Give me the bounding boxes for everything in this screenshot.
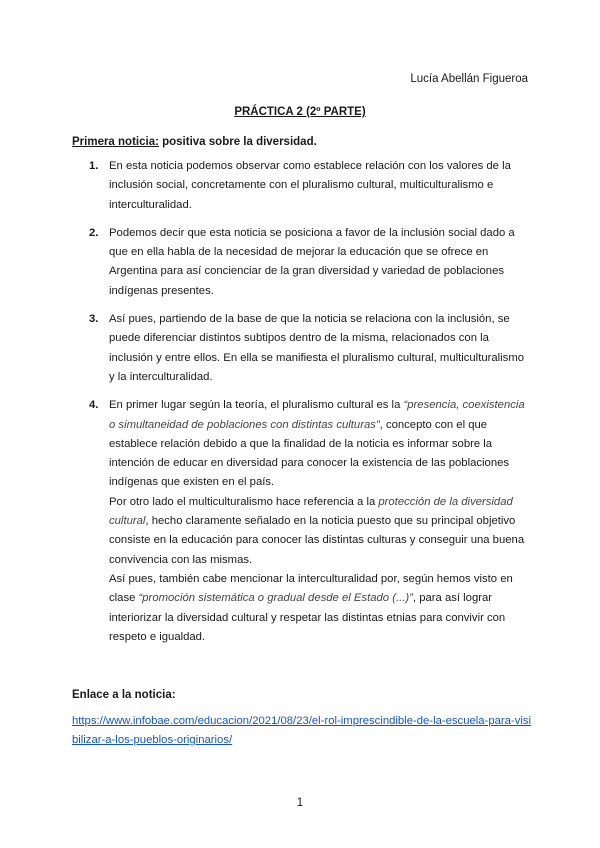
item-text: Por otro lado el multiculturalismo hace referencia a la [109, 495, 379, 508]
item-paragraph [109, 570, 532, 647]
link-heading: Enlace a la noticia: [72, 689, 176, 701]
item-text: , hecho claramente señalado en la noticia puesto que su principal objetivo consiste en la educación para conocer las distintas culturas y conseguir una buena convivencia con las mismas. [109, 515, 525, 566]
item-paragraph [109, 396, 532, 492]
item-quote: “promoción sistemática o gradual desde el Estado (...)” [138, 592, 413, 605]
list-item [72, 157, 532, 215]
item-quote: “presencia, coexistencia o simultaneidad de poblaciones con distintas culturas” [109, 399, 525, 431]
item-paragraph [109, 493, 532, 570]
item-number: 1. [89, 160, 99, 172]
item-text: Así pues, también cabe mencionar la interculturalidad por, según hemos visto en clase [109, 572, 513, 605]
list-item [72, 224, 532, 301]
item-text: Podemos decir que esta noticia se posiciona a favor de la inclusión social dado a que en ella habla de la necesidad de mejorar la educación que se ofrece en Argentina para así concienciar de la gran diversidad y variedad de poblaciones indígenas presentes. [109, 226, 515, 297]
page-title: PRÁCTICA 2 (2º PARTE) [234, 106, 366, 118]
item-text: Así pues, partiendo de la base de que la noticia se relaciona con la inclusión, se puede diferenciar distintos subtipos dentro de la misma, relacionados con la inclusión y entre ellos. En ella se manifiesta el pluralismo cultural, multiculturalismo y la interculturalidad. [109, 313, 525, 383]
item-text: , concepto con el que establece relación debido a que la finalidad de la noticia es informar sobre la intención de educar en diversidad para conocer la existencia de las poblaciones indígenas que existen en el país. [109, 418, 510, 489]
page-number: 1 [296, 797, 304, 809]
list-item [72, 396, 532, 647]
news-link[interactable]: https://www.infobae.com/educacion/2021/08/23/el-rol-imprescindible-de-la-escuela-para-visibilizar-a-los-pueblos-originarios/ [72, 715, 532, 747]
item-text: , para así lograr interiorizar la diversidad cultural y respetar las distintas etnias para convivir con respeto e igualdad. [109, 592, 506, 643]
section-label: Primera noticia: [72, 136, 159, 148]
item-number: 3. [89, 313, 99, 326]
section-heading [72, 136, 317, 148]
item-text: En primer lugar según la teoría, el pluralismo cultural es la [109, 399, 404, 412]
list-item [72, 310, 532, 387]
item-number: 2. [89, 226, 99, 239]
item-quote: protección de la diversidad cultural [109, 495, 513, 528]
item-text: En esta noticia podemos observar como establece relación con los valores de la inclusión social, concretamente con el pluralismo cultural, multiculturalismo e interculturalidad. [109, 160, 511, 211]
author-name: Lucía Abellán Figueroa [410, 73, 528, 85]
numbered-list [72, 157, 532, 656]
item-number: 4. [89, 399, 99, 412]
section-text: positiva sobre la diversidad. [158, 136, 317, 148]
